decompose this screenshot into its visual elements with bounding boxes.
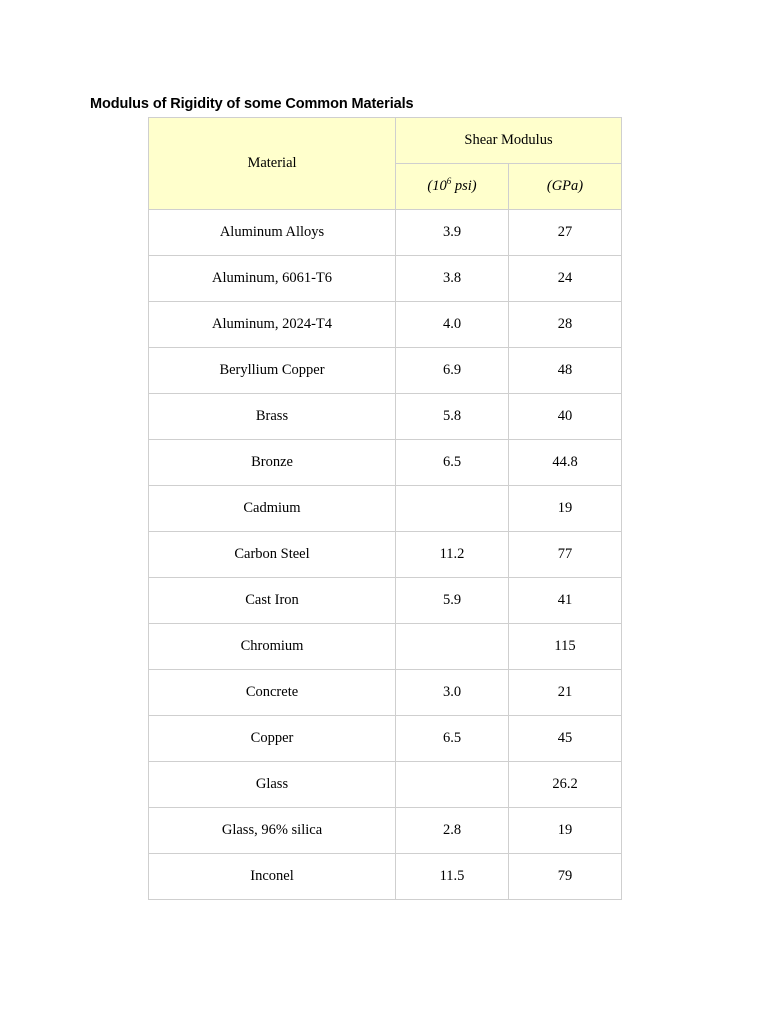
table-row	[149, 762, 622, 808]
table-body	[149, 210, 622, 900]
material-cell: Carbon Steel	[149, 532, 396, 578]
material-cell: Glass, 96% silica	[149, 808, 396, 854]
table-row	[149, 440, 622, 486]
material-cell: Bronze	[149, 440, 396, 486]
material-cell: Cast Iron	[149, 578, 396, 624]
psi-cell	[396, 486, 509, 532]
material-cell: Aluminum Alloys	[149, 210, 396, 256]
material-cell: Brass	[149, 394, 396, 440]
table-row	[149, 808, 622, 854]
psi-cell: 5.9	[396, 578, 509, 624]
material-header: Material	[149, 118, 396, 210]
gpa-cell: 48	[509, 348, 622, 394]
gpa-cell: 77	[509, 532, 622, 578]
psi-cell: 11.5	[396, 854, 509, 900]
table-row	[149, 210, 622, 256]
material-cell: Inconel	[149, 854, 396, 900]
table-row	[149, 256, 622, 302]
gpa-cell: 45	[509, 716, 622, 762]
page-title: Modulus of Rigidity of some Common Materials	[90, 96, 414, 112]
psi-cell: 11.2	[396, 532, 509, 578]
psi-cell: 3.0	[396, 670, 509, 716]
shear-modulus-table	[148, 117, 622, 900]
header-row-top	[149, 118, 622, 164]
gpa-cell: 19	[509, 486, 622, 532]
gpa-cell: 115	[509, 624, 622, 670]
material-cell: Copper	[149, 716, 396, 762]
table-row	[149, 670, 622, 716]
psi-cell: 6.5	[396, 716, 509, 762]
material-cell: Glass	[149, 762, 396, 808]
table-row	[149, 716, 622, 762]
material-cell: Chromium	[149, 624, 396, 670]
gpa-cell: 79	[509, 854, 622, 900]
table-row	[149, 532, 622, 578]
table-row	[149, 624, 622, 670]
material-cell: Aluminum, 6061-T6	[149, 256, 396, 302]
table-row	[149, 854, 622, 900]
table-row	[149, 486, 622, 532]
table-row	[149, 348, 622, 394]
psi-cell: 3.9	[396, 210, 509, 256]
psi-cell	[396, 762, 509, 808]
gpa-cell: 41	[509, 578, 622, 624]
gpa-cell: 27	[509, 210, 622, 256]
psi-cell: 6.9	[396, 348, 509, 394]
psi-unit-exponent: 6	[446, 176, 452, 187]
psi-unit-open: (10	[427, 178, 447, 194]
gpa-cell: 19	[509, 808, 622, 854]
table-row	[149, 302, 622, 348]
psi-cell: 5.8	[396, 394, 509, 440]
material-cell: Beryllium Copper	[149, 348, 396, 394]
table-row	[149, 394, 622, 440]
material-cell: Concrete	[149, 670, 396, 716]
gpa-cell: 28	[509, 302, 622, 348]
shear-modulus-header: Shear Modulus	[396, 118, 622, 164]
psi-unit-label: psi)	[451, 178, 477, 194]
gpa-unit-header: (GPa)	[509, 164, 622, 210]
material-cell: Aluminum, 2024-T4	[149, 302, 396, 348]
psi-cell: 4.0	[396, 302, 509, 348]
material-cell: Cadmium	[149, 486, 396, 532]
gpa-cell: 44.8	[509, 440, 622, 486]
gpa-cell: 26.2	[509, 762, 622, 808]
psi-cell: 3.8	[396, 256, 509, 302]
psi-cell: 6.5	[396, 440, 509, 486]
psi-cell: 2.8	[396, 808, 509, 854]
gpa-cell: 21	[509, 670, 622, 716]
table-row	[149, 578, 622, 624]
gpa-cell: 40	[509, 394, 622, 440]
gpa-cell: 24	[509, 256, 622, 302]
psi-cell	[396, 624, 509, 670]
psi-unit-header	[396, 164, 509, 210]
table-header	[149, 118, 622, 210]
